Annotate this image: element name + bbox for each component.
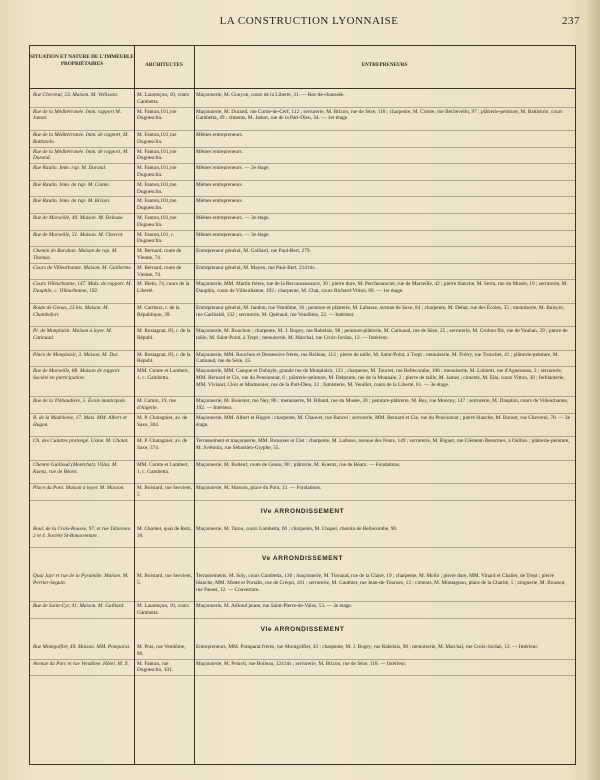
cell-entrepreneurs: Maçonnerie, M. Petavit, rue Boileau, 124 bis ; serrurerie, M. Brizon, rue de Sèze, 118. — Intérieur. — [196, 660, 407, 667]
cell-architecte: M. Bernard, route de Vienne, 74. — [137, 248, 182, 261]
cell-entrepreneurs: Mêmes entrepreneurs. — [196, 181, 244, 188]
cell-architecte: M. Rostagnat, 83, r. de la Républ. — [137, 328, 191, 341]
cell-situation: Rue Raulin. Imm. de rap. M. Comte. — [33, 181, 110, 188]
table-row — [30, 246, 575, 263]
cell-entrepreneurs: Entrepreneurs, MM. Pomparat frères, rue Montgolfier, 43 ; charpente, M. J. Bogey, rue Rabelais, 98 ; menuiserie, M. Marchal, rue Croix-Jordan, 12. — Intérieur. — [196, 644, 539, 650]
cell-situation: Quai Jayr et rue de la Pyramide. Maison. M. Perrier-Seguin. — [33, 573, 129, 586]
cell-situation: Rue de Saint-Cyr, 41. Maison. M. Gaillard. — [33, 603, 125, 610]
cell-situation: Place de Monplaisir, 3. Maison. M. Duc. — [33, 351, 120, 358]
table-row — [30, 163, 575, 180]
row-divider — [30, 500, 575, 501]
table-row — [30, 436, 575, 459]
cell-entrepreneurs: Maçonnerie, MM. Albert et Hugon ; charpente, M. Chauvet, rue Bancel ; serrurerie, MM. Bernard et Cie, rue du Pensionnat ; pierre blanche, M. Buroot, rue Chevreul, 70. — 3e étage. — [196, 415, 570, 428]
cell-entrepreneurs: Maçonnerie, MM. Canque et Dubayle, grande rue de Monplaisir, 133 ; charpente, M. Tourret, rue Bellecombe, 108 ; menuiserie, M. Lobietti, rue d'Aguesseau, 3 ; serrurerie, MM. Bernard et Cie, rue du Pensionnat, 6 ; plâtrerie-peinture, M. Delponte, rue de la Monnaie, 2 ; pierre de taille, M. James ; ciments, M. Elia, cours Vitton, 30 ; ferblanterie, MM. Viviand, Cloir et Marmonier, rue de la Part-Dieu, 22 ; fumisterie, M. Veuillet, cours de la Liberté, 61. — 3e étage. — [196, 368, 565, 388]
cell-situation: Ch. des Culattes prolongé. Usine. M. Cholat. — [33, 438, 129, 445]
cell-entrepreneurs: Maçonnerie, MM. Martin frères, rue de la Reconnaissance, 30 ; pierre dure, M. Perchenaucier, rue de Marseille, 42 ; pierre blanche, M. Serin, rue du Musée, 19 ; serrurerie, M. Dauphin, cours de Villeurbanne, 192 ; charpente, M. Chat, cours Richard-Vitton, 60. — 1er étage. — [196, 281, 568, 295]
page-edge-shade — [586, 0, 600, 780]
table-row — [30, 460, 575, 483]
table-row — [30, 326, 575, 349]
cell-entrepreneurs: Mêmes entrepreneurs. — 2e étage. — [196, 165, 270, 172]
cell-entrepreneurs: Entrepreneur général, M. Mayen, rue Paul-Bert, 214 bis. — [196, 264, 316, 271]
cell-architecte: M. Fanton,101,rue Duguesclin. — [137, 148, 177, 162]
table-row — [30, 90, 575, 107]
cell-entrepreneurs: Maçonnerie, M. Aillond jeune, rue Saint-Pierre-de-Vaise, 53. — 3e étage. — [196, 603, 353, 610]
cell-situation: Chemin Guilloud (Montchat). Villas. M. Kuenz, rue de Béarn. — [33, 461, 118, 475]
cell-entrepreneurs: Mêmes entrepreneurs. — 3e étage. — [196, 215, 270, 221]
cell-situation: Rue Montgolfier, 49. Maison. MM. Pomparat. — [33, 644, 131, 650]
cell-architecte: M. Fanton,101, r. Duguesclin. — [137, 231, 174, 245]
section-title: VIe ARRONDISSEMENT — [260, 626, 345, 633]
cell-situation: Rue de la Thibaudière, 5. École municipale. — [33, 398, 127, 405]
cell-entrepreneurs: Maçonnerie, M. Gonyon, cours de la Liberté, 31. — Rez-de-chaussée. — [196, 92, 345, 98]
table-row — [30, 213, 575, 230]
cell-entrepreneurs: Maçonnerie, M. Durand, rue Corne-de-Cerf, 112 ; serrurerie, M. Brizon, rue de Sèze, 118 ; charpente, M. Comte, rue Béchevelin, 97 ; plâtrerie-peinture, M. Battistolo, cours Gambetta, 49 ; ciments, M. Jamot, rue de la Part-Dieu, 34. — 1er étage. — [196, 108, 563, 122]
table-row — [30, 483, 575, 500]
cell-architecte: M. Blein, 74, cours de la Liberté. — [137, 281, 190, 295]
cell-situation: Place du Pont. Maison à loyer. M. Masson. — [33, 485, 125, 492]
row-divider — [30, 675, 575, 676]
cell-entrepreneurs: Terrassements, M. Soly, cours Gambetta, 130 ; maçonnerie, M. Tornaud, rue de la Claire, 19 ; charpente, M. Mollo ; pierre dure, MM. Vinard et Chalier, de Trept ; pierre blanche, MM. Motte et Portalis, rue de Créqui, 181 ; serrurerie, M. Gauthier, rue Jean-de-Tournes, 13 ; ciments, M. Montagnon, place de la Charité, 5 ; zinguerie, M. Boussut, rue Passet, 12. — Couverture. — [196, 573, 566, 593]
table-row — [30, 601, 575, 618]
cell-architecte: M. Boistard, rue Servient, 5 — [137, 485, 193, 498]
table-row — [30, 350, 575, 367]
row-divider — [30, 618, 575, 619]
column-header-entrepreneurs: ENTREPRENEURS — [361, 62, 408, 68]
cell-architecte: M. Camin, 19, rue d'Algérie. — [137, 398, 176, 412]
cell-situation: R. de la Madeleine, 17. Mais. MM. Albert et Hugon. — [33, 415, 127, 428]
cell-architecte: M. Laurençon, 10, cours Gambetta. — [137, 92, 190, 105]
table-row — [30, 303, 575, 326]
cell-architecte: M. Fanton, rue Duguesclin, 101. — [137, 660, 174, 674]
cell-architecte: M. Fanton,101,rue Duguesclin. — [137, 198, 177, 212]
running-title: LA CONSTRUCTION LYONNAISE — [219, 15, 399, 27]
cell-architecte: M. Bernard, route de Vienne, 74. — [137, 264, 182, 278]
table-row — [30, 196, 575, 213]
cell-architecte: M. Pras, rue Vendôme, 80. — [137, 644, 186, 657]
cell-situation: Rue Raulin. Imm. de rap. M. Brizon. — [33, 198, 111, 205]
cell-architecte: M. P. Chatagnier, av. de Saxe, 374. — [137, 438, 188, 452]
cell-architecte: M. Fanton,101,rue Duguesclin. — [137, 108, 177, 122]
cell-situation: Rue Chevreul, 53. Maison. M. Vellisson. — [33, 92, 119, 98]
row-divider — [30, 547, 575, 548]
table-row — [30, 366, 575, 396]
cell-situation: Rue Raulin. Imm. rap. M. Durand. — [33, 165, 107, 172]
cell-entrepreneurs: Mêmes entrepreneurs. — [196, 132, 244, 138]
cell-situation: Rue de Marseille, 51. Maison. M. Chevrot. — [33, 231, 124, 238]
cell-situation: Rue de Marseille, 88. Maison de rapport. Société en participation. — [33, 368, 121, 381]
table-row — [30, 413, 575, 436]
cell-entrepreneurs: Maçonnerie, M. Boiteuf, route de Genas, 80 ; plâtrerie, M. Kuentz, rue de Béarn. — Fondations. — [196, 461, 401, 468]
cell-entrepreneurs: Entrepreneur général, M. Jandon, rue Vendôme, 36 ; peinture et plâtrerie, M. Labasse, avenue de Saxe, 84 ; charpente, M. Debat, rue des Écoles, 35 ; menuiserie, M. Buisyre, rue Garibaldi, 132 ; serrurerie, M. Quéraud, rue Vendôme, 22. — Intérieur. — [196, 304, 565, 318]
cell-situation: Route de Genas, 23 bis. Maison. M. Chambefort. — [33, 304, 109, 318]
table-row — [30, 524, 575, 547]
page-header — [36, 6, 582, 34]
cell-entrepreneurs: Terrassement et maçonnerie, MM. Brousses et Clet ; charpente, M. Lafosse, avenue des Ponts, 149 ; serrurerie, M. Biguet, rue Clément-Desormes, à Oullins ; plâtrerie-peinture, M. Svétonia, rue Sébastien-Gryphe, 55. — [196, 438, 570, 452]
cell-architecte: M. Chomel, quai de Retz, 10. — [137, 525, 192, 539]
cell-architecte: M. P. Chatagnier, av. de Saxe, 304. — [137, 415, 188, 428]
cell-architecte: MM. Comte et Lambert, 1, c. Gambetta. — [137, 368, 189, 381]
cell-situation: Rue de la Méditerranée. Imm. de rapport, M. Durand. — [33, 148, 129, 162]
section-title: IVe ARRONDISSEMENT — [260, 507, 345, 515]
table-row — [30, 571, 575, 601]
cell-situation: Avenue du Parc et rue Vendôme. Hôtel. M. X. — [33, 660, 130, 667]
cell-situation: Boul. de la Croix-Rousse, 97, et rue Tabareau 2 et 4. Société St-Bonaventure. — [33, 525, 131, 539]
listing-table — [29, 45, 576, 765]
cell-situation: Cours Villeurbanne, 147. Mais. de rapport. M. Dauphin, c. Villeurbanne, 192. — [33, 281, 132, 295]
table-row — [30, 659, 575, 676]
table-row — [30, 230, 575, 247]
cell-entrepreneurs: Maçonnerie, M. Boursier, rue Ney, 86 ; menuiserie, M. Ribard, rue du Musée, 30 ; peinture-plâtrerie, M. Rey, rue Moncey, 147 ; serrurerie, M. Dauphin, cours de Villeurbanne, 192. — Intérieur. — [196, 398, 569, 412]
table-header — [30, 46, 575, 89]
table-row — [30, 396, 575, 413]
cell-situation: Rue de la Méditerranée. Imm. de rapport, M. Battistolo. — [33, 132, 129, 145]
cell-situation: Chemin de Baraban. Maison de rap. M. Thomas. — [33, 248, 118, 261]
cell-entrepreneurs: Mêmes entrepreneurs. — 3e étage. — [196, 231, 270, 238]
cell-situation: Pl. de Monplaisir. Maison à loyer. M. Catinaud. — [33, 328, 113, 341]
cell-architecte: M. Fanton,101,rue Duguesclin. — [137, 165, 177, 178]
cell-architecte: M. Boistard, rue Servient, 5. — [137, 573, 193, 586]
cell-situation: Cours de Villeurbanne. Maison. M. Guillerme. — [33, 264, 132, 271]
cell-entrepreneurs: Mêmes entrepreneurs. — [196, 148, 244, 155]
cell-architecte: M. Rostagnat, 83, r. de la Républ. — [137, 351, 191, 365]
table-row — [30, 263, 575, 280]
table-row — [30, 180, 575, 197]
column-header-architectes: ARCHITECTES — [145, 62, 183, 68]
cell-entrepreneurs: Mêmes entrepreneurs. — [196, 198, 244, 205]
cell-entrepreneurs: Maçonnerie, MM. Rouchon et Dessessive frères, rue Boileau, 112 ; pierre de taille, M. Saint-Point, à Trept ; menuiserie, M. Frétry, rue Tronchet, 41 ; plâtrerie-peinture, M. Catinaud, rue de Sèze, 25. — [196, 351, 559, 365]
table-row — [30, 279, 575, 302]
cell-architecte: MM. Comte et Lambert, 1, c. Gambetta. — [137, 461, 189, 475]
cell-architecte: M. Cartieux, r. de la République, 39. — [137, 304, 180, 318]
cell-entrepreneurs: Maçonnerie, M. Masson, place du Pont, 13. — Fondations. — [196, 485, 322, 492]
table-row — [30, 130, 575, 147]
table-row — [30, 147, 575, 164]
page-number: 237 — [562, 15, 580, 27]
cell-architecte: M. Fanton,101,rue Duguesclin. — [137, 132, 177, 145]
table-row — [30, 107, 575, 130]
cell-situation: Rue de la Méditerranée. Imm. rapport M. Jamot. — [33, 108, 122, 122]
table-row — [30, 642, 575, 659]
column-header-situation: SITUATION ET NATURE DE L'IMMEUBLE PROPRIÉTAIRES — [30, 54, 134, 67]
section-title: Ve ARRONDISSEMENT — [261, 555, 344, 563]
cell-entrepreneurs: Maçonnerie, M. Rouchon ; charpente, M. J. Bogey, rue Rabelais, 98 ; peinture-plâtrerie, M. Catinaud, rue de Sèze, 25 ; serrurerie, M. Grobon fils, rue de Vauban, 29 ; pierre de taille, M. Saint-Point, à Trept ; menuiserie, M. Marchal, rue Croix-Jordan, 12. — Intérieur. — [196, 328, 568, 341]
cell-architecte: M. Fanton,101,rue Duguesclin. — [137, 181, 177, 195]
cell-entrepreneurs: Maçonnerie, M. Tatou, cours Gambetta, 60 ; charpente, M. Chapel, chemin de Bellecombe, 90. — [196, 525, 398, 532]
cell-entrepreneurs: Entrepreneur général, M. Gaillard, rue Paul-Bert, 279. — [196, 248, 311, 255]
cell-architecte: M. Laurençon, 10, cours Gambetta. — [137, 603, 190, 617]
cell-architecte: M. Fanton,101,rue Duguesclin. — [137, 215, 177, 228]
cell-situation: Rue de Marseille, 49. Maison. M. Deleuze. — [33, 215, 124, 221]
